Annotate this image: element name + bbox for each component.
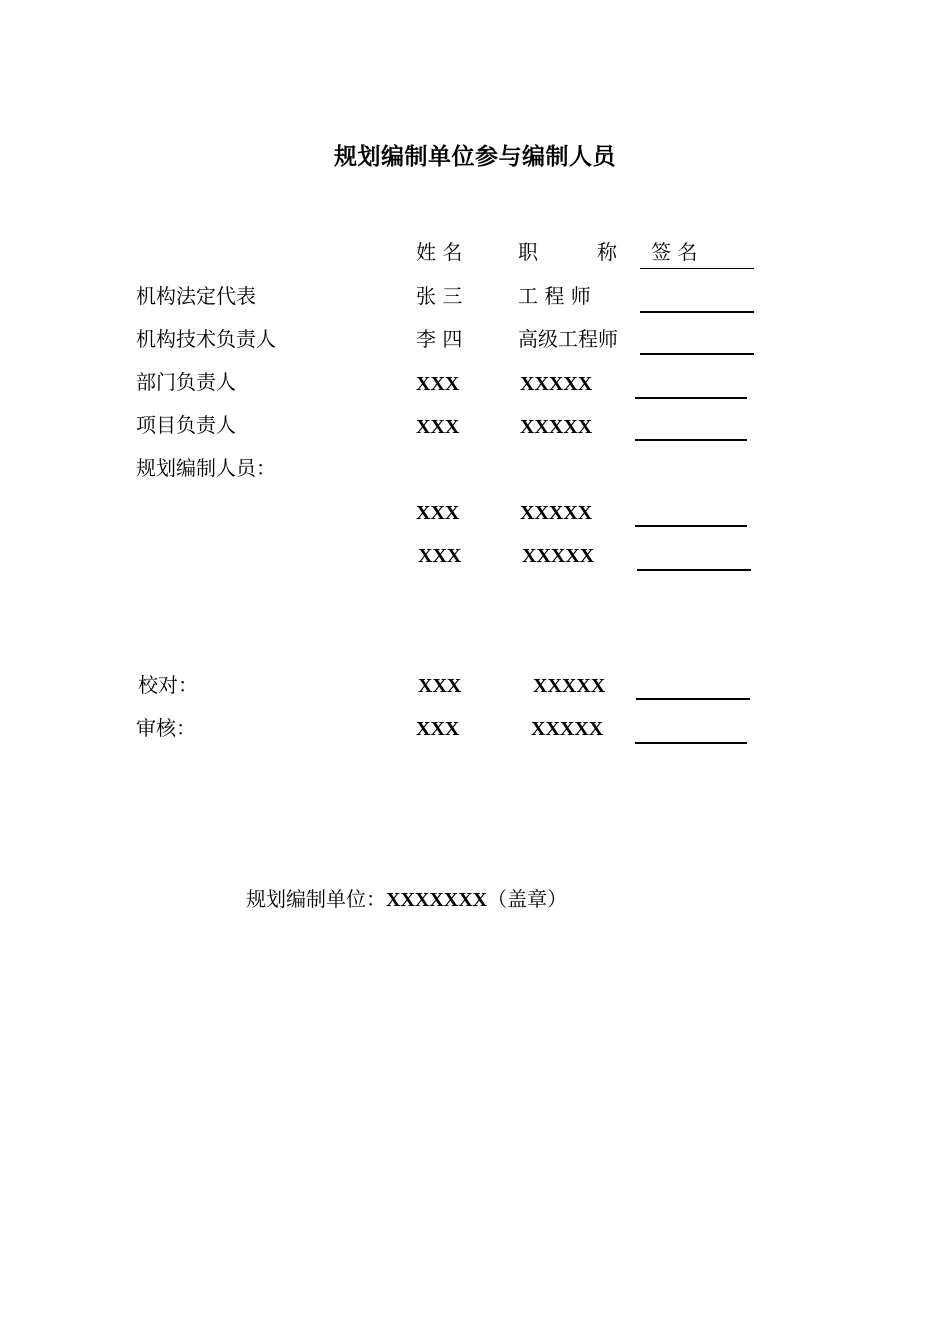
person-position: XXXXX	[520, 502, 593, 524]
signature-line[interactable]	[640, 353, 754, 355]
review-position: XXXXX	[531, 718, 604, 740]
signature-line[interactable]	[635, 397, 747, 399]
person-position: 高级工程师	[518, 327, 618, 351]
signature-line[interactable]	[635, 525, 747, 527]
person-name: XXX	[416, 373, 460, 395]
person-position: 工 程 师	[518, 284, 591, 308]
proofread-position: XXXXX	[533, 675, 606, 697]
proofread-name: XXX	[418, 675, 462, 697]
role-label: 机构技术负责人	[136, 327, 276, 351]
proofread-label: 校对：	[138, 673, 198, 697]
person-name: XXX	[418, 545, 462, 567]
person-name: 李 四	[416, 327, 463, 351]
person-position: XXXXX	[520, 416, 593, 438]
header-position-right: 称	[597, 240, 617, 264]
footer-seal-note: （盖章）	[487, 887, 568, 911]
person-name: XXX	[416, 416, 460, 438]
person-name: 张 三	[416, 284, 463, 308]
header-name: 姓 名	[416, 240, 463, 264]
footer-label: 规划编制单位：	[246, 887, 386, 911]
person-position: XXXXX	[520, 373, 593, 395]
role-label: 项目负责人	[136, 413, 236, 437]
footer-unit-name: XXXXXXX	[386, 889, 488, 911]
signature-line[interactable]	[637, 569, 751, 571]
person-name: XXX	[416, 502, 460, 524]
person-position: XXXXX	[522, 545, 595, 567]
signature-line[interactable]	[635, 742, 747, 744]
signature-line[interactable]	[636, 698, 750, 700]
header-position-left: 职	[518, 240, 538, 264]
header-signature: 签 名	[651, 240, 698, 264]
role-label: 部门负责人	[136, 370, 236, 394]
review-label: 审核：	[136, 716, 196, 740]
signature-line[interactable]	[640, 311, 754, 313]
footer-unit-line	[246, 889, 567, 910]
role-label: 机构法定代表	[136, 284, 256, 308]
review-name: XXX	[416, 718, 460, 740]
page-title: 规划编制单位参与编制人员	[334, 144, 616, 170]
signature-line[interactable]	[635, 439, 747, 441]
staff-label: 规划编制人员：	[136, 456, 276, 480]
header-signature-underline	[640, 268, 754, 269]
